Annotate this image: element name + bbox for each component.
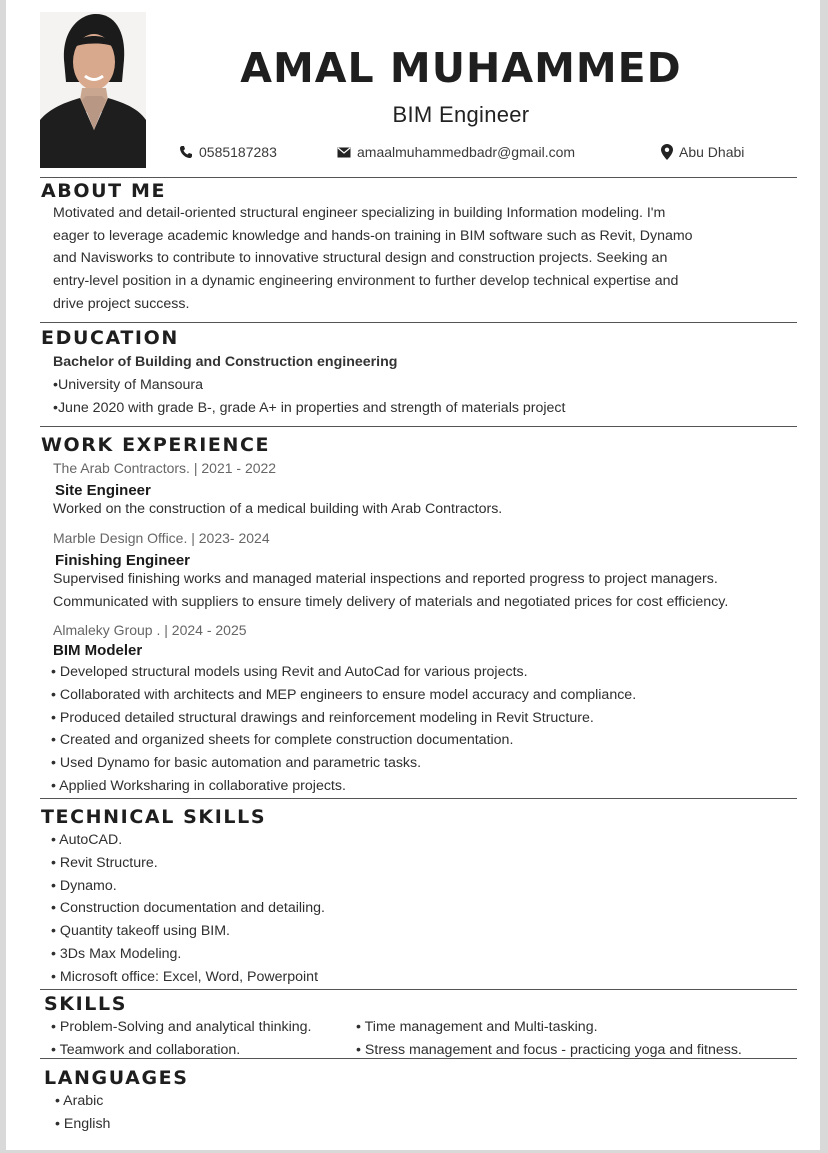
graduation-details: •June 2020 with grade B-, grade A+ in properties and strength of materials project bbox=[53, 400, 566, 416]
divider bbox=[40, 989, 797, 990]
technical-skills-heading: TECHNICAL SKILLS bbox=[41, 806, 267, 828]
degree-name: Bachelor of Building and Construction engineering bbox=[53, 354, 398, 370]
list-item: • Dynamo. bbox=[51, 877, 117, 894]
job-title: Finishing Engineer bbox=[55, 552, 191, 569]
list-item: • English bbox=[55, 1115, 111, 1132]
phone-number: 0585187283 bbox=[199, 144, 277, 160]
list-item: • Stress management and focus - practicing yoga and fitness. bbox=[356, 1041, 742, 1058]
candidate-name: AMAL MUHAMMED bbox=[240, 44, 682, 92]
list-item: • Collaborated with architects and MEP engineers to ensure model accuracy and compliance. bbox=[51, 686, 637, 703]
list-item: • Created and organized sheets for complete construction documentation. bbox=[51, 732, 514, 749]
divider bbox=[40, 798, 797, 799]
technical-skills-list bbox=[51, 829, 325, 989]
list-item: • Applied Worksharing in collaborative projects. bbox=[51, 777, 346, 794]
location-pin-icon bbox=[661, 144, 673, 160]
list-item: • 3Ds Max Modeling. bbox=[51, 945, 182, 962]
job-description: Communicated with suppliers to ensure timely delivery of materials and negotiated prices for cost efficiency. bbox=[53, 594, 729, 610]
education-heading: EDUCATION bbox=[41, 327, 179, 349]
location-text: Abu Dhabi bbox=[679, 144, 745, 160]
divider bbox=[40, 322, 797, 323]
list-item: • Problem-Solving and analytical thinking. bbox=[51, 1019, 312, 1035]
job-title: Site Engineer bbox=[55, 482, 151, 499]
list-item: • Microsoft office: Excel, Word, Powerpoint bbox=[51, 968, 319, 985]
languages-heading: LANGUAGES bbox=[44, 1067, 189, 1089]
about-line: entry-level position in a dynamic engineering environment to further develop technical expertise and bbox=[53, 273, 679, 290]
divider bbox=[40, 177, 797, 178]
list-item: • Time management and Multi-tasking. bbox=[356, 1019, 598, 1035]
about-line: eager to leverage academic knowledge and hands-on training in BIM software such as Revit, Dynamo bbox=[53, 227, 693, 244]
about-text bbox=[53, 202, 793, 316]
divider bbox=[40, 426, 797, 427]
phone-contact bbox=[179, 144, 277, 160]
job-company-dates: The Arab Contractors. | 2021 - 2022 bbox=[53, 460, 277, 476]
list-item: • Teamwork and collaboration. bbox=[51, 1041, 241, 1058]
job-description: Worked on the construction of a medical building with Arab Contractors. bbox=[53, 501, 503, 517]
resume-page bbox=[6, 0, 820, 1150]
list-item: • AutoCAD. bbox=[51, 832, 123, 848]
experience-heading: WORK EXPERIENCE bbox=[41, 434, 271, 456]
languages-list bbox=[55, 1090, 110, 1136]
email-address: amaalmuhammedbadr@gmail.com bbox=[357, 144, 576, 160]
skills-heading: SKILLS bbox=[44, 993, 127, 1015]
job-title: BIM Modeler bbox=[53, 642, 143, 659]
about-line: drive project success. bbox=[53, 295, 190, 312]
about-line: Motivated and detail-oriented structural engineer specializing in building Information modeling. I'm bbox=[53, 205, 666, 221]
profile-photo bbox=[40, 12, 146, 168]
university-name: •University of Mansoura bbox=[53, 377, 204, 393]
divider bbox=[40, 1058, 797, 1059]
job-role: BIM Engineer bbox=[392, 102, 530, 127]
email-contact bbox=[337, 144, 575, 160]
skills-list-left bbox=[51, 1016, 311, 1062]
list-item: • Developed structural models using Revit and AutoCad for various projects. bbox=[51, 664, 528, 680]
job-company-dates: Marble Design Office. | 2023- 2024 bbox=[53, 530, 270, 546]
list-item: • Arabic bbox=[55, 1093, 104, 1109]
list-item: • Revit Structure. bbox=[51, 854, 158, 871]
list-item: • Used Dynamo for basic automation and parametric tasks. bbox=[51, 755, 422, 772]
envelope-icon bbox=[337, 147, 351, 158]
about-heading: ABOUT ME bbox=[41, 180, 167, 202]
list-item: • Construction documentation and detailing. bbox=[51, 900, 325, 917]
list-item: • Quantity takeoff using BIM. bbox=[51, 923, 230, 940]
job-company-dates: Almaleky Group . | 2024 - 2025 bbox=[53, 622, 247, 638]
about-line: and Navisworks to contribute to innovative structural design and construction projects. Seeking an bbox=[53, 250, 668, 267]
skills-list-right bbox=[356, 1016, 742, 1062]
job-responsibilities bbox=[51, 661, 636, 798]
job-description: Supervised finishing works and managed material inspections and reported progress to project managers. bbox=[53, 571, 718, 587]
location-contact bbox=[661, 144, 744, 160]
phone-icon bbox=[179, 145, 193, 159]
list-item: • Produced detailed structural drawings and reinforcement modeling in Revit Structure. bbox=[51, 709, 594, 726]
